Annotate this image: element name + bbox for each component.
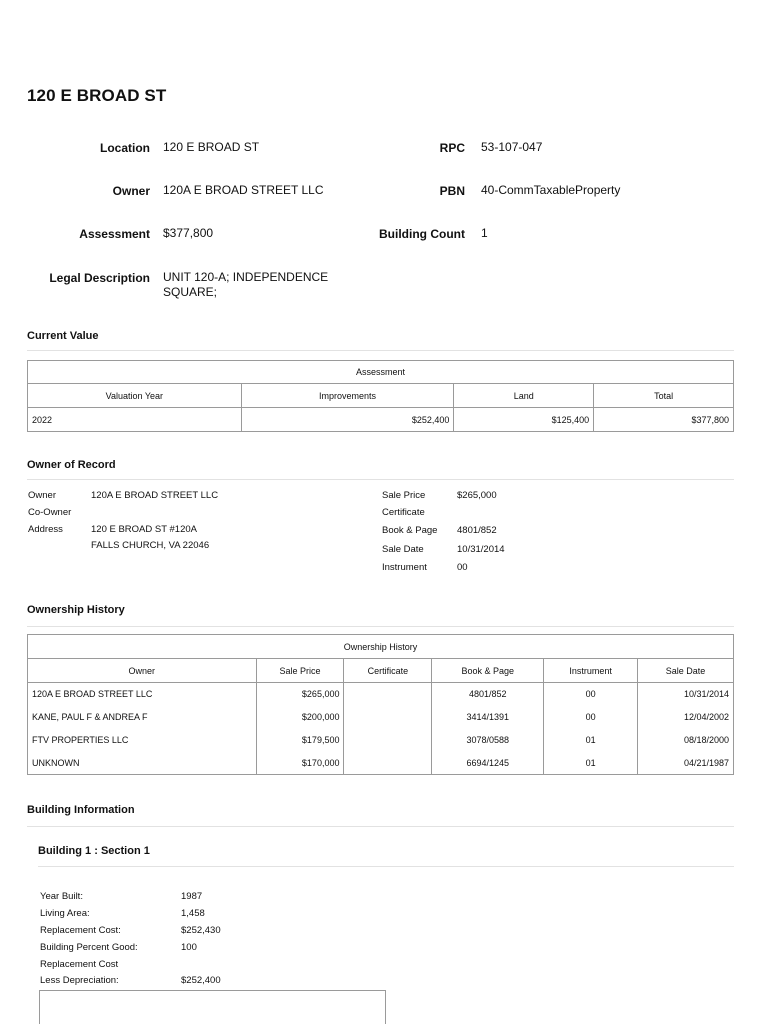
assessment-caption: Assessment xyxy=(28,361,734,384)
record-owner-value: 120A E BROAD STREET LLC xyxy=(91,490,219,501)
table-row xyxy=(28,729,734,752)
assessment-label: Assessment xyxy=(79,227,150,241)
ownership-history-heading: Ownership History xyxy=(27,604,125,616)
living-area-label: Living Area: xyxy=(40,908,90,919)
record-sale-date-label: Sale Date xyxy=(382,544,424,555)
record-sale-date-value: 10/31/2014 xyxy=(457,544,505,555)
legal-description-line-1: UNIT 120-A; INDEPENDENCE xyxy=(163,270,329,284)
building-detail-box xyxy=(39,990,386,1024)
section-divider xyxy=(27,479,734,480)
table-row xyxy=(28,752,734,775)
owner-cell: FTV PROPERTIES LLC xyxy=(28,729,257,752)
current-value-heading: Current Value xyxy=(27,330,99,342)
owner-value: 120A E BROAD STREET LLC xyxy=(163,183,324,197)
record-sale-price-label: Sale Price xyxy=(382,490,426,501)
valuation-year-cell: 2022 xyxy=(28,408,242,432)
location-label: Location xyxy=(100,141,150,155)
instrument-cell: 01 xyxy=(544,752,638,775)
land-cell: $125,400 xyxy=(454,408,594,432)
current-value-table xyxy=(27,360,734,432)
replacement-cost-value: $252,430 xyxy=(181,925,221,936)
section-divider xyxy=(27,350,734,351)
column-header: Improvements xyxy=(241,384,454,408)
ownership-history-caption: Ownership History xyxy=(28,635,734,659)
record-sale-price-value: $265,000 xyxy=(457,490,497,501)
certificate-cell xyxy=(344,752,432,775)
section-divider xyxy=(27,626,734,627)
column-header: Sale Date xyxy=(638,659,734,683)
record-instrument-value: 00 xyxy=(457,562,468,573)
year-built-value: 1987 xyxy=(181,891,203,902)
book-page-cell: 3414/1391 xyxy=(432,706,544,729)
sale-price-cell: $170,000 xyxy=(256,752,344,775)
book-page-cell: 6694/1245 xyxy=(432,752,544,775)
certificate-cell xyxy=(344,683,432,706)
rcld-label-line-2: Less Depreciation: xyxy=(40,975,119,986)
instrument-cell: 01 xyxy=(544,729,638,752)
percent-good-value: 100 xyxy=(181,942,197,953)
owner-label: Owner xyxy=(112,184,150,198)
sale-price-cell: $179,500 xyxy=(256,729,344,752)
building-information-heading: Building Information xyxy=(27,804,135,816)
sale-date-cell: 12/04/2002 xyxy=(638,706,734,729)
record-address-label: Address xyxy=(28,524,63,535)
ownership-history-table xyxy=(27,634,734,775)
owner-cell: 120A E BROAD STREET LLC xyxy=(28,683,257,706)
record-address-line-1: 120 E BROAD ST #120A xyxy=(91,524,197,535)
rpc-label: RPC xyxy=(439,141,465,155)
column-header: Valuation Year xyxy=(28,384,242,408)
record-owner-label: Owner xyxy=(28,490,56,501)
column-header: Land xyxy=(454,384,594,408)
table-row xyxy=(28,408,734,432)
section-divider xyxy=(38,866,734,867)
total-cell: $377,800 xyxy=(594,408,734,432)
improvements-cell: $252,400 xyxy=(241,408,454,432)
replacement-cost-label: Replacement Cost: xyxy=(40,925,121,936)
record-instrument-label: Instrument xyxy=(382,562,427,573)
book-page-cell: 3078/0588 xyxy=(432,729,544,752)
sale-date-cell: 04/21/1987 xyxy=(638,752,734,775)
percent-good-label: Building Percent Good: xyxy=(40,942,138,953)
rcld-label-line-1: Replacement Cost xyxy=(40,959,119,970)
instrument-cell: 00 xyxy=(544,683,638,706)
column-header: Instrument xyxy=(544,659,638,683)
location-value: 120 E BROAD ST xyxy=(163,140,260,154)
record-address-line-2: FALLS CHURCH, VA 22046 xyxy=(91,540,210,551)
table-row xyxy=(28,683,734,706)
sale-price-cell: $200,000 xyxy=(256,706,344,729)
pbn-label: PBN xyxy=(439,184,465,198)
column-header: Certificate xyxy=(344,659,432,683)
section-divider xyxy=(27,826,734,827)
sale-price-cell: $265,000 xyxy=(256,683,344,706)
sale-date-cell: 10/31/2014 xyxy=(638,683,734,706)
owner-cell: UNKNOWN xyxy=(28,752,257,775)
column-header: Book & Page xyxy=(432,659,544,683)
column-header: Owner xyxy=(28,659,257,683)
living-area-value: 1,458 xyxy=(181,908,205,919)
owner-cell: KANE, PAUL F & ANDREA F xyxy=(28,706,257,729)
record-book-page-value: 4801/852 xyxy=(457,525,497,536)
building-section-title: Building 1 : Section 1 xyxy=(38,845,150,857)
book-page-cell: 4801/852 xyxy=(432,683,544,706)
building-count-label: Building Count xyxy=(379,227,465,241)
table-row xyxy=(28,706,734,729)
instrument-cell: 00 xyxy=(544,706,638,729)
year-built-label: Year Built: xyxy=(40,891,83,902)
assessment-value: $377,800 xyxy=(163,226,214,240)
column-header: Sale Price xyxy=(256,659,344,683)
legal-description-label: Legal Description xyxy=(49,271,150,285)
rcld-value: $252,400 xyxy=(181,975,221,986)
certificate-cell xyxy=(344,706,432,729)
owner-of-record-heading: Owner of Record xyxy=(27,459,116,471)
record-book-page-label: Book & Page xyxy=(382,525,438,536)
building-count-value: 1 xyxy=(481,226,488,240)
column-header: Total xyxy=(594,384,734,408)
page-title: 120 E BROAD ST xyxy=(27,86,167,105)
legal-description-line-2: SQUARE; xyxy=(163,285,218,299)
certificate-cell xyxy=(344,729,432,752)
rpc-value: 53-107-047 xyxy=(481,140,543,154)
sale-date-cell: 08/18/2000 xyxy=(638,729,734,752)
pbn-value: 40-CommTaxableProperty xyxy=(481,183,621,197)
record-certificate-label: Certificate xyxy=(382,507,425,518)
record-coowner-label: Co-Owner xyxy=(28,507,72,518)
